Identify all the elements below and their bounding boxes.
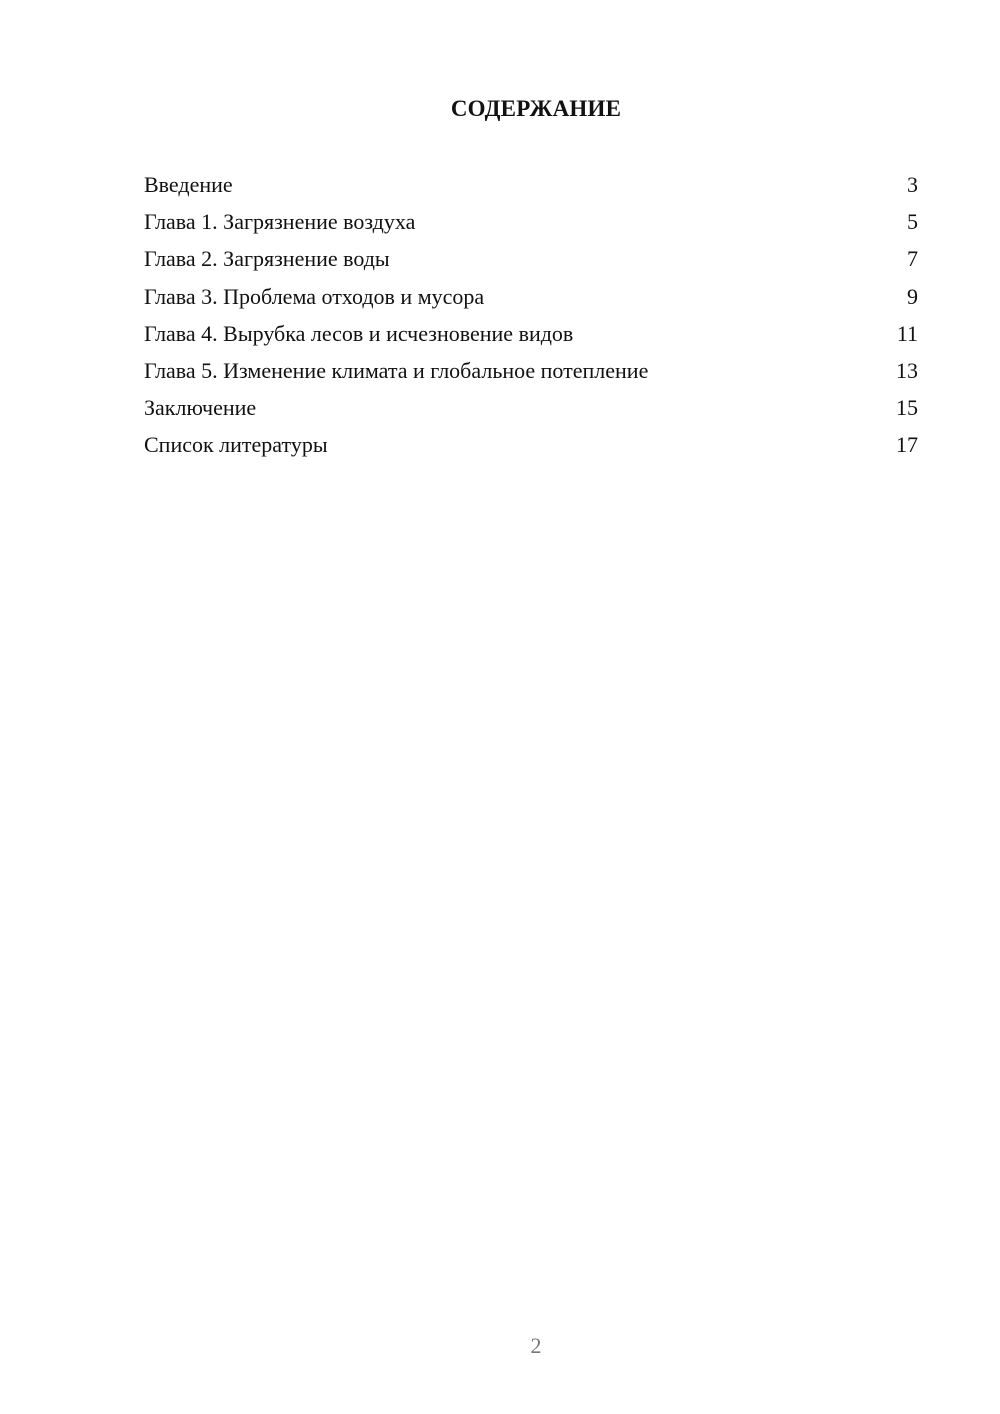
toc-entry-references[interactable] <box>144 428 918 465</box>
toc-title: СОДЕРЖАНИЕ <box>450 96 622 121</box>
toc-entry-label: Заключение <box>144 395 257 421</box>
toc-entry-page-number: 13 <box>896 357 918 383</box>
toc-entry-label: Глава 1. Загрязнение воздуха <box>144 209 416 235</box>
toc-entry-chapter-3[interactable] <box>144 280 918 317</box>
toc-entry-chapter-2[interactable] <box>144 242 918 279</box>
toc-entry-chapter-4[interactable] <box>144 317 918 354</box>
toc-entry-page-number: 3 <box>907 172 918 197</box>
toc-entry-page-number: 17 <box>896 432 918 458</box>
toc-entry-chapter-5[interactable] <box>144 354 918 391</box>
toc-entry-label: Глава 2. Загрязнение воды <box>144 246 390 272</box>
toc-entry-page-number: 11 <box>896 320 918 346</box>
toc-entry-label: Глава 3. Проблема отходов и мусора <box>144 283 485 309</box>
page-number: 2 <box>530 1333 542 1358</box>
toc-entry-page-number: 5 <box>907 209 918 235</box>
toc-entry-page-number: 7 <box>907 246 918 272</box>
toc-entry-label: Глава 4. Вырубка лесов и исчезновение видов <box>144 320 574 346</box>
toc-entry-page-number: 15 <box>896 395 918 421</box>
toc-entry-label: Список литературы <box>144 432 328 458</box>
toc-entry-introduction[interactable] <box>144 168 918 205</box>
toc-entry-page-number: 9 <box>907 283 918 309</box>
toc-entry-conclusion[interactable] <box>144 391 918 428</box>
toc-entry-chapter-1[interactable] <box>144 205 918 242</box>
toc-entry-label: Глава 5. Изменение климата и глобальное потепление <box>144 357 649 383</box>
table-of-contents <box>144 168 918 466</box>
toc-entry-label: Введение <box>144 172 233 197</box>
